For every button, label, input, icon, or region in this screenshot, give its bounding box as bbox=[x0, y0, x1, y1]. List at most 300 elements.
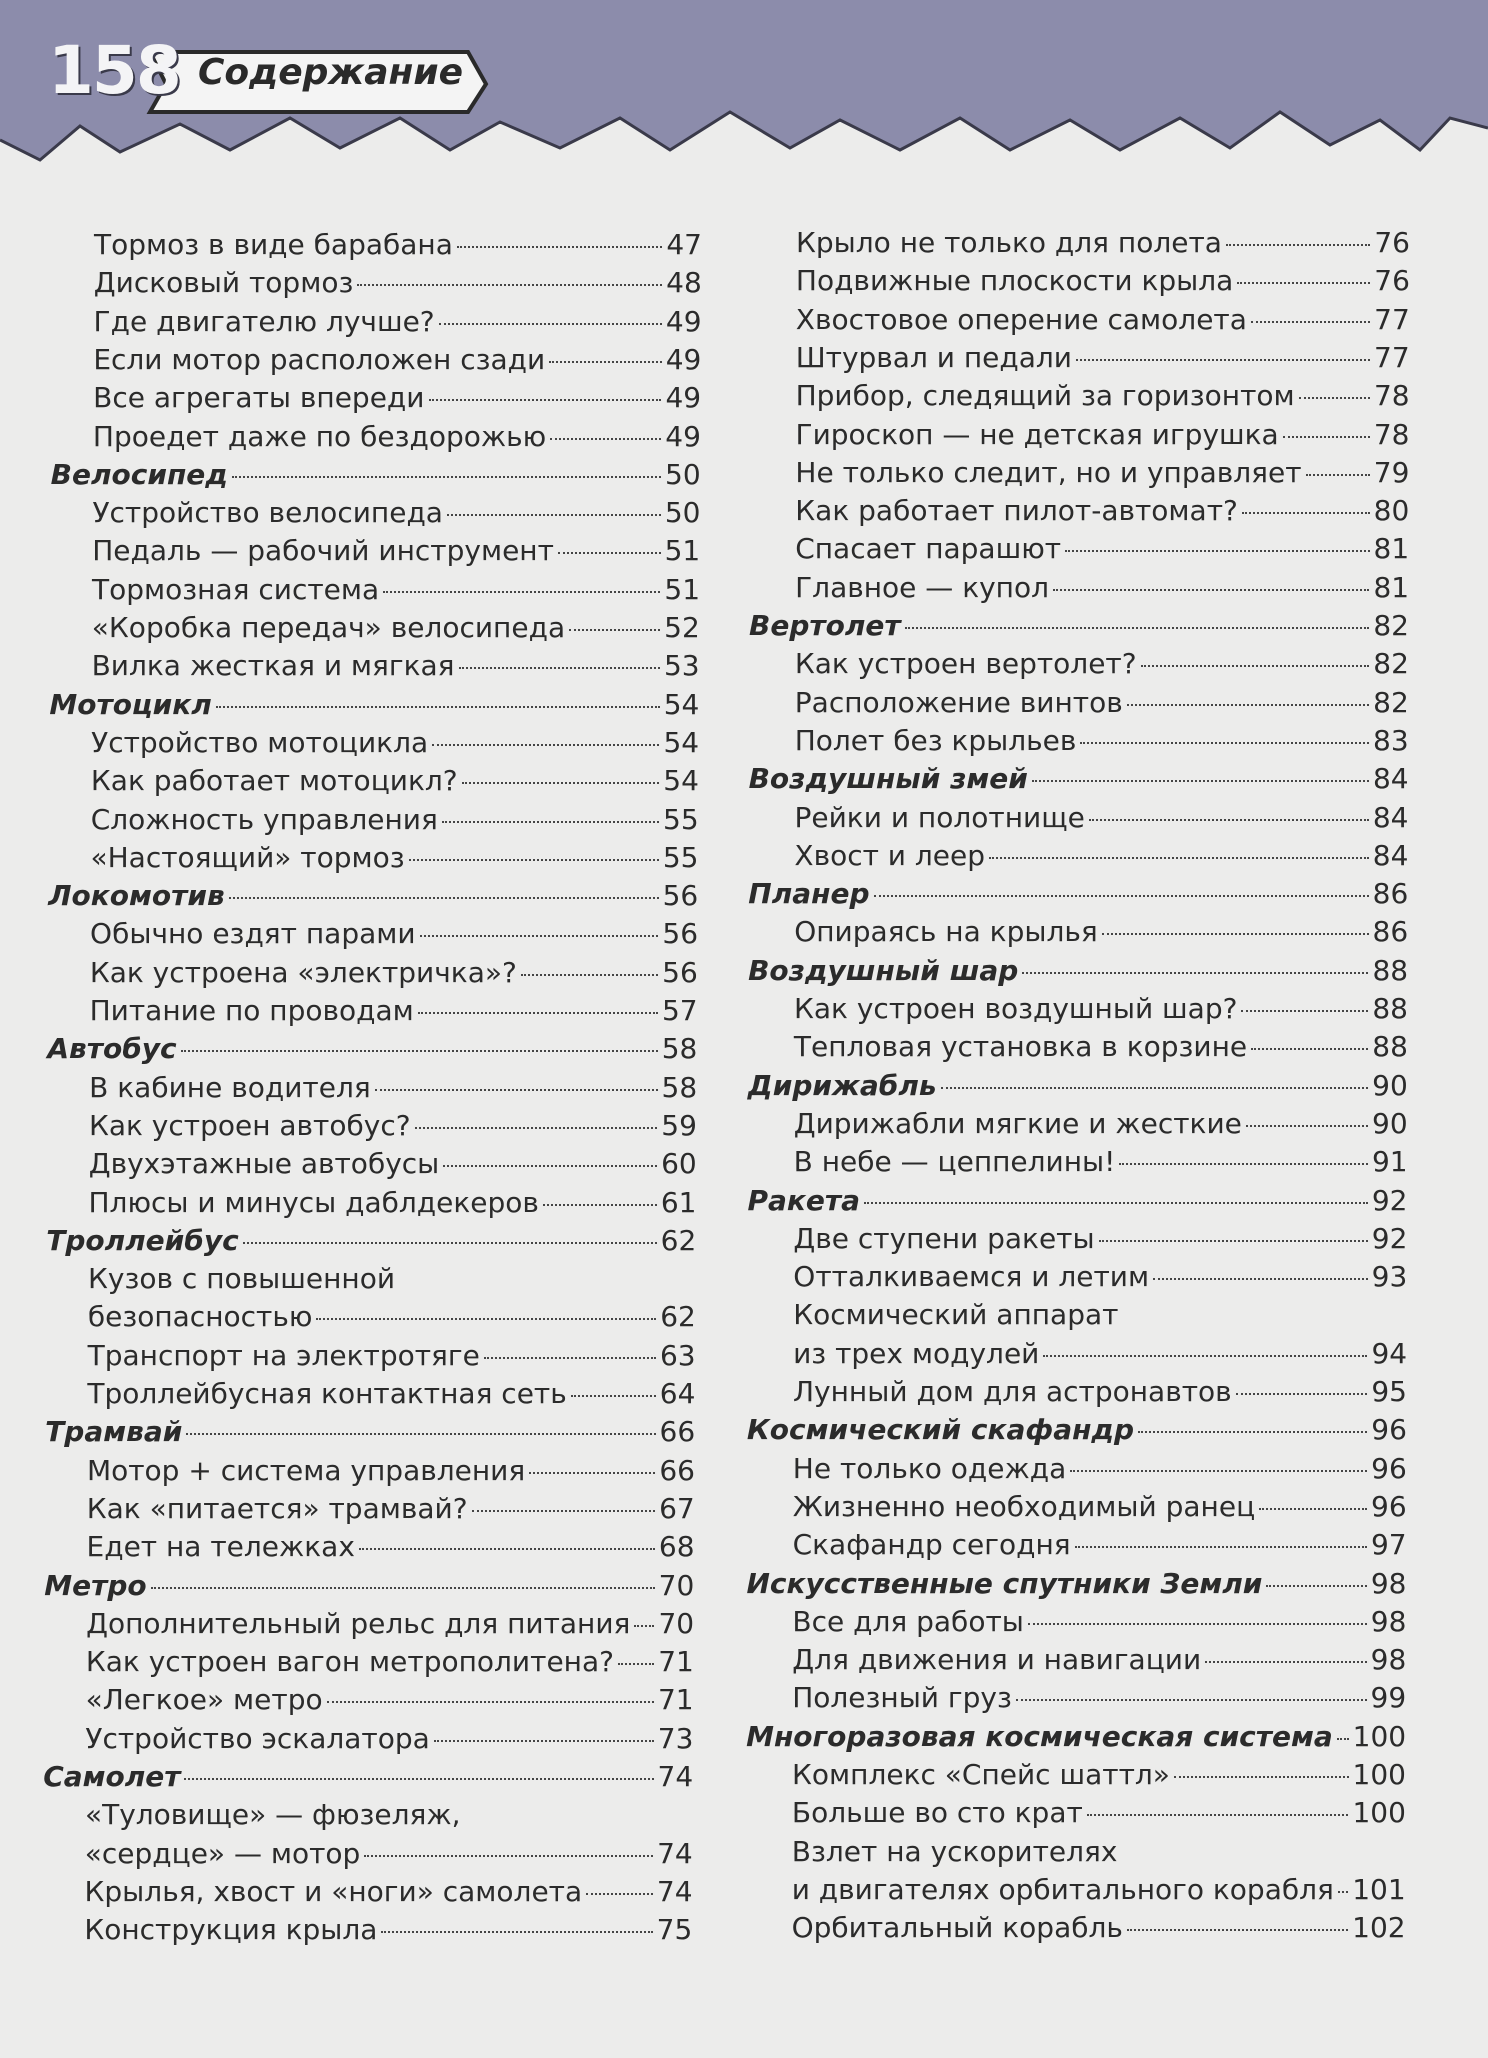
leader-dots bbox=[1070, 1470, 1367, 1472]
toc-entry[interactable] bbox=[793, 1335, 1407, 1373]
leader-dots bbox=[442, 821, 659, 823]
leader-dots bbox=[472, 1510, 656, 1512]
toc-entry[interactable] bbox=[88, 1337, 696, 1375]
toc-entry[interactable] bbox=[92, 647, 700, 685]
toc-entry-label: Устройство эскалатора bbox=[85, 1721, 430, 1755]
leader-dots bbox=[186, 1433, 655, 1435]
toc-section[interactable] bbox=[46, 1222, 696, 1260]
toc-page-number: 60 bbox=[661, 1147, 697, 1181]
toc-entry-label: Трамвай bbox=[45, 1415, 183, 1449]
leader-dots bbox=[1338, 1891, 1348, 1893]
toc-section[interactable] bbox=[44, 1567, 694, 1605]
toc-page-number: 71 bbox=[657, 1683, 694, 1717]
toc-entry[interactable] bbox=[89, 1145, 697, 1183]
toc-entry-label: Как устроен автобус? bbox=[88, 1108, 411, 1142]
toc-section[interactable] bbox=[48, 877, 698, 915]
toc-page-number: 53 bbox=[663, 649, 700, 683]
leader-dots bbox=[1075, 1546, 1367, 1548]
leader-dots bbox=[457, 246, 662, 248]
toc-entry-label: Автобус bbox=[47, 1032, 177, 1066]
toc-page-number: 51 bbox=[664, 534, 701, 568]
toc-page-number: 52 bbox=[664, 611, 700, 644]
toc-page-number: 77 bbox=[1374, 340, 1410, 374]
toc-page-number: 86 bbox=[1372, 915, 1409, 949]
toc-entry-label: Лунный дом для астронавтов bbox=[793, 1375, 1232, 1408]
leader-dots bbox=[232, 476, 661, 478]
leader-dots bbox=[364, 1855, 653, 1857]
toc-page-number: 100 bbox=[1352, 1796, 1406, 1830]
toc-section[interactable] bbox=[749, 607, 1409, 645]
toc-entry[interactable] bbox=[85, 1873, 693, 1911]
leader-dots bbox=[429, 399, 662, 401]
toc-entry[interactable] bbox=[84, 1911, 692, 1949]
toc-entry-label: Спасает парашют bbox=[795, 532, 1062, 566]
toc-page-number: 82 bbox=[1373, 647, 1409, 681]
toc-entry[interactable] bbox=[85, 1835, 693, 1873]
toc-page-number: 61 bbox=[660, 1185, 697, 1219]
leader-dots bbox=[327, 1701, 654, 1703]
toc-page-number: 91 bbox=[1371, 1145, 1408, 1179]
toc-entry-label: Едет на тележках bbox=[86, 1530, 355, 1564]
toc-page-number: 79 bbox=[1373, 455, 1410, 489]
toc-page-number: 95 bbox=[1371, 1375, 1407, 1408]
toc-entry[interactable] bbox=[94, 264, 702, 302]
leader-dots bbox=[229, 897, 659, 899]
toc-page-number: 49 bbox=[665, 381, 702, 415]
toc-entry[interactable] bbox=[793, 1488, 1407, 1526]
toc-page-number: 73 bbox=[657, 1721, 694, 1755]
toc-page-number: 82 bbox=[1373, 685, 1409, 719]
leader-dots bbox=[529, 1472, 655, 1474]
leader-dots bbox=[1089, 819, 1369, 821]
toc-entry-label: Как работает пилот-автомат? bbox=[795, 494, 1238, 528]
toc-entry[interactable] bbox=[85, 1720, 693, 1758]
toc-page-number: 49 bbox=[665, 304, 702, 338]
toc-entry[interactable] bbox=[92, 609, 700, 647]
toc-entry[interactable] bbox=[793, 1526, 1407, 1564]
toc-page-number: 90 bbox=[1372, 1106, 1408, 1140]
toc-page-number: 96 bbox=[1371, 1489, 1407, 1523]
toc-page-number: 97 bbox=[1370, 1528, 1407, 1562]
toc-page-number: 93 bbox=[1371, 1260, 1408, 1294]
leader-dots bbox=[569, 629, 660, 631]
toc-entry[interactable] bbox=[795, 492, 1409, 530]
toc-entry[interactable] bbox=[792, 1679, 1406, 1717]
toc-entry[interactable] bbox=[87, 1375, 695, 1413]
toc-page-number: 49 bbox=[665, 342, 702, 376]
toc-entry[interactable] bbox=[89, 1107, 697, 1145]
toc-entry-label: Искусственные спутники Земли bbox=[746, 1566, 1263, 1600]
toc-page-number: 96 bbox=[1371, 1413, 1407, 1447]
toc-entry[interactable] bbox=[793, 1258, 1407, 1296]
toc-entry-label: Вилка жесткая и мягкая bbox=[91, 649, 455, 683]
toc-page-number: 54 bbox=[663, 687, 700, 721]
toc-entry-label: Все для работы bbox=[792, 1604, 1024, 1638]
toc-entry-label: Рейки и полотнище bbox=[794, 800, 1085, 834]
toc-entry[interactable] bbox=[796, 301, 1410, 339]
leader-dots bbox=[618, 1663, 654, 1665]
toc-page-number: 56 bbox=[662, 955, 698, 989]
leader-dots bbox=[543, 1204, 657, 1206]
toc-page-number: 70 bbox=[658, 1606, 695, 1640]
toc-section[interactable] bbox=[746, 1718, 1406, 1756]
toc-entry-label: Комплекс «Спейс шаттл» bbox=[792, 1758, 1170, 1791]
toc-page-number: 74 bbox=[657, 1836, 693, 1870]
toc-entry[interactable] bbox=[93, 379, 701, 417]
toc-page-number: 56 bbox=[662, 879, 699, 913]
toc-entry-label: Не только следит, но и управляет bbox=[795, 455, 1302, 489]
toc-entry[interactable] bbox=[792, 1871, 1406, 1909]
leader-dots bbox=[1259, 1508, 1367, 1510]
toc-page-number: 100 bbox=[1352, 1719, 1407, 1753]
leader-dots bbox=[1237, 282, 1370, 284]
toc-entry-label: Мотоцикл bbox=[49, 687, 212, 721]
toc-entry-label: Планер bbox=[748, 877, 870, 911]
toc-entry-label: Тормозная система bbox=[92, 572, 380, 606]
toc-section[interactable] bbox=[748, 1182, 1408, 1220]
toc-entry-label: Устройство велосипеда bbox=[92, 496, 443, 530]
toc-entry[interactable] bbox=[88, 1298, 696, 1336]
toc-page-number: 66 bbox=[659, 1453, 695, 1487]
toc-entry-label: Как устроен вертолет? bbox=[794, 647, 1137, 681]
leader-dots bbox=[1337, 1738, 1349, 1740]
toc-entry[interactable] bbox=[792, 1794, 1406, 1832]
toc-page-number: 96 bbox=[1371, 1451, 1407, 1485]
toc-page-number: 98 bbox=[1370, 1643, 1407, 1677]
toc-entry-label: Все агрегаты впереди bbox=[93, 381, 425, 415]
toc-entry-label: Как устроен воздушный шар? bbox=[794, 992, 1238, 1025]
leader-dots bbox=[1065, 550, 1369, 552]
toc-entry[interactable] bbox=[793, 1220, 1407, 1258]
toc-entry[interactable] bbox=[86, 1643, 694, 1681]
leader-dots bbox=[571, 1395, 656, 1397]
toc-entry-label: и двигателях орбитального корабля bbox=[791, 1872, 1334, 1906]
toc-entry-label: Ракета bbox=[747, 1183, 861, 1217]
toc-entry-label: Крыло не только для полета bbox=[796, 226, 1222, 259]
toc-page-number: 54 bbox=[663, 764, 699, 798]
toc-entry-line1: Космический аппарат bbox=[793, 1298, 1119, 1332]
toc-page-number: 62 bbox=[660, 1223, 697, 1257]
toc-page-number: 92 bbox=[1371, 1183, 1408, 1217]
toc-page-number: 88 bbox=[1372, 992, 1408, 1025]
leader-dots bbox=[381, 1931, 652, 1933]
toc-entry[interactable] bbox=[91, 724, 699, 762]
toc-entry[interactable] bbox=[794, 913, 1408, 951]
toc-page-number: 88 bbox=[1372, 1030, 1408, 1064]
toc-entry-label: «сердце» — мотор bbox=[84, 1836, 361, 1870]
toc-section[interactable] bbox=[748, 1067, 1408, 1105]
toc-entry[interactable] bbox=[793, 1373, 1407, 1411]
toc-page-number: 84 bbox=[1372, 800, 1409, 834]
toc-page-number: 55 bbox=[663, 802, 699, 836]
toc-entry[interactable] bbox=[87, 1528, 695, 1566]
toc-page-number: 64 bbox=[659, 1377, 696, 1410]
toc-entry-label: Плюсы и минусы даблдекеров bbox=[88, 1185, 539, 1219]
leader-dots bbox=[316, 1318, 656, 1320]
toc-entry[interactable] bbox=[793, 1450, 1407, 1488]
toc-page-number: 71 bbox=[658, 1645, 694, 1679]
toc-section[interactable] bbox=[47, 1030, 697, 1068]
leader-dots bbox=[1080, 742, 1369, 744]
toc-entry-label: Дисковый тормоз bbox=[93, 266, 354, 300]
toc-entry[interactable] bbox=[792, 1909, 1406, 1947]
toc-entry-label: Устройство мотоцикла bbox=[91, 725, 429, 759]
toc-entry[interactable] bbox=[90, 915, 698, 953]
toc-entry-label: Хвостовое оперение самолета bbox=[795, 302, 1247, 336]
toc-entry-label: Тормоз в виде барабана bbox=[94, 228, 453, 261]
toc-entry[interactable] bbox=[794, 837, 1408, 875]
toc-entry[interactable] bbox=[796, 339, 1410, 377]
toc-page-number: 99 bbox=[1370, 1681, 1407, 1715]
toc-entry[interactable] bbox=[93, 341, 701, 379]
toc-page-number: 78 bbox=[1373, 379, 1410, 413]
toc-entry-label: Троллейбусная контактная сеть bbox=[87, 1377, 567, 1410]
leader-dots bbox=[420, 935, 659, 937]
toc-page-number: 98 bbox=[1370, 1604, 1407, 1638]
toc-entry-label: Велосипед bbox=[50, 457, 228, 491]
toc-entry-label: Самолет bbox=[43, 1760, 181, 1793]
leader-dots bbox=[357, 284, 662, 286]
toc-section[interactable] bbox=[45, 1413, 695, 1451]
toc-page-number: 90 bbox=[1372, 1068, 1408, 1102]
toc-entry-label: Больше во сто крат bbox=[791, 1796, 1083, 1830]
leader-dots bbox=[1099, 1240, 1368, 1242]
leader-dots bbox=[586, 1893, 653, 1895]
toc-page-number: 84 bbox=[1372, 762, 1409, 796]
leader-dots bbox=[521, 974, 658, 976]
toc-entry-label: Крылья, хвост и «ноги» самолета bbox=[84, 1874, 583, 1908]
toc-entry[interactable] bbox=[87, 1452, 695, 1490]
toc-entry[interactable] bbox=[796, 224, 1410, 262]
leader-dots bbox=[905, 627, 1370, 629]
leader-dots bbox=[864, 1202, 1368, 1204]
toc-entry-label: Если мотор расположен сзади bbox=[93, 342, 546, 376]
toc-page-number: 74 bbox=[657, 1760, 694, 1793]
toc-page-number: 86 bbox=[1372, 877, 1409, 911]
toc-entry-label: Хвост и леер bbox=[794, 838, 986, 872]
toc-entry-label: Как устроена «электричка»? bbox=[89, 955, 517, 989]
leader-dots bbox=[443, 1165, 657, 1167]
mountain-banner bbox=[0, 0, 1488, 200]
toc-entry-label: Не только одежда bbox=[792, 1451, 1067, 1485]
toc-entry-label: Конструкция крыла bbox=[84, 1913, 378, 1947]
toc-page-number: 75 bbox=[656, 1913, 693, 1947]
toc-entry-label: Обычно ездят парами bbox=[90, 917, 416, 951]
leader-dots bbox=[1306, 474, 1370, 476]
toc-entry[interactable] bbox=[91, 801, 699, 839]
toc-entry[interactable] bbox=[796, 377, 1410, 415]
leader-dots bbox=[1251, 1048, 1368, 1050]
toc-entry-label: В кабине водителя bbox=[89, 1070, 371, 1104]
toc-entry[interactable] bbox=[796, 262, 1410, 300]
leader-dots bbox=[484, 1357, 656, 1359]
toc-page-number: 66 bbox=[659, 1415, 696, 1449]
toc-entry[interactable] bbox=[90, 992, 698, 1030]
leader-dots bbox=[1102, 933, 1369, 935]
toc-page-number: 56 bbox=[662, 917, 699, 951]
toc-entry[interactable] bbox=[794, 990, 1408, 1028]
toc-entry-label: Дополнительный рельс для питания bbox=[86, 1606, 631, 1640]
toc-entry[interactable] bbox=[792, 1756, 1406, 1794]
toc-section[interactable] bbox=[748, 952, 1408, 990]
toc-page-number: 47 bbox=[666, 228, 702, 261]
toc-section[interactable] bbox=[49, 686, 699, 724]
toc-entry[interactable] bbox=[794, 1105, 1408, 1143]
toc-entry-line1: Кузов с повышенной bbox=[88, 1262, 396, 1296]
toc-entry-label: Как устроен вагон метрополитена? bbox=[85, 1645, 614, 1679]
leader-dots bbox=[1053, 589, 1369, 591]
toc-entry[interactable] bbox=[94, 226, 702, 264]
leader-dots bbox=[1076, 359, 1370, 361]
toc-page-number: 100 bbox=[1352, 1758, 1406, 1791]
toc-entry-label: «Легкое» метро bbox=[85, 1683, 323, 1717]
leader-dots bbox=[1299, 397, 1370, 399]
leader-dots bbox=[216, 706, 660, 708]
toc-entry-label: Проедет даже по бездорожью bbox=[92, 419, 547, 453]
toc-entry-label: Воздушный шар bbox=[748, 953, 1019, 987]
toc-entry-label: безопасностью bbox=[87, 1300, 313, 1334]
leader-dots bbox=[549, 361, 661, 363]
leader-dots bbox=[359, 1548, 655, 1550]
leader-dots bbox=[462, 782, 660, 784]
toc-entry[interactable] bbox=[89, 1184, 697, 1222]
toc-page-number: 50 bbox=[664, 496, 701, 530]
toc-entry-line1: «Туловище» — фюзеляж, bbox=[84, 1798, 461, 1832]
toc-entry-label: Главное — купол bbox=[795, 570, 1050, 604]
toc-page-number: 77 bbox=[1374, 302, 1410, 336]
leader-dots bbox=[184, 1778, 653, 1780]
toc-entry[interactable] bbox=[93, 418, 701, 456]
toc-entry-label: Дирижабли мягкие и жесткие bbox=[793, 1106, 1242, 1140]
toc-entry[interactable] bbox=[795, 799, 1409, 837]
toc-section[interactable] bbox=[43, 1758, 693, 1796]
toc-section[interactable] bbox=[51, 456, 701, 494]
toc-entry-line1: Взлет на ускорителях bbox=[791, 1834, 1118, 1868]
toc-page-number: 54 bbox=[663, 725, 700, 759]
leader-dots bbox=[1032, 780, 1369, 782]
toc-entry-label: Как работает мотоцикл? bbox=[90, 764, 458, 798]
toc-page-number: 49 bbox=[665, 419, 701, 453]
toc-entry[interactable] bbox=[795, 645, 1409, 683]
toc-entry[interactable] bbox=[89, 1069, 697, 1107]
toc-entry-label: Полет без крыльев bbox=[794, 723, 1077, 757]
toc-entry-label: Троллейбус bbox=[46, 1223, 239, 1257]
leader-dots bbox=[874, 895, 1369, 897]
toc-entry-label: Где двигателю лучше? bbox=[93, 304, 435, 338]
toc-entry[interactable] bbox=[796, 416, 1410, 454]
toc-entry[interactable] bbox=[86, 1681, 694, 1719]
toc-page-number: 102 bbox=[1352, 1911, 1406, 1945]
leader-dots bbox=[1127, 1929, 1348, 1931]
toc-entry-label: из трех модулей bbox=[793, 1336, 1040, 1370]
toc-page-number: 74 bbox=[656, 1874, 693, 1908]
leader-dots bbox=[415, 1127, 658, 1129]
toc-entry[interactable] bbox=[92, 532, 700, 570]
toc-entry-label: Педаль — рабочий инструмент bbox=[92, 534, 554, 568]
leader-dots bbox=[941, 1087, 1369, 1089]
toc-entry-label: В небе — цеппелины! bbox=[793, 1145, 1116, 1179]
toc-entry-label: Для движения и навигации bbox=[792, 1643, 1202, 1677]
leader-dots bbox=[1043, 1355, 1367, 1357]
toc-entry-label: Штурвал и педали bbox=[795, 340, 1072, 374]
toc-entry-label: Жизненно необходимый ранец bbox=[792, 1489, 1256, 1523]
toc-entry[interactable] bbox=[90, 954, 698, 992]
toc-entry-label: Мотор + система управления bbox=[86, 1453, 526, 1487]
toc-section[interactable] bbox=[748, 875, 1408, 913]
toc-entry[interactable] bbox=[795, 722, 1409, 760]
leader-dots bbox=[989, 857, 1369, 859]
toc-entry[interactable] bbox=[87, 1490, 695, 1528]
leader-dots bbox=[1087, 1814, 1349, 1816]
toc-entry[interactable] bbox=[794, 1143, 1408, 1181]
toc-page-number: 48 bbox=[666, 266, 702, 300]
toc-entry-label: Многоразовая космическая система bbox=[746, 1719, 1333, 1753]
toc-entry[interactable] bbox=[94, 303, 702, 341]
toc-entry-label: Транспорт на электротяге bbox=[87, 1338, 480, 1372]
leader-dots bbox=[1016, 1699, 1367, 1701]
toc-entry-label: Отталкиваемся и летим bbox=[793, 1260, 1150, 1294]
toc-section[interactable] bbox=[747, 1411, 1407, 1449]
toc-entry[interactable] bbox=[91, 762, 699, 800]
toc-page-number: 94 bbox=[1371, 1336, 1408, 1370]
toc-entry[interactable] bbox=[794, 1028, 1408, 1066]
toc-page-number: 51 bbox=[664, 572, 701, 606]
leader-dots bbox=[383, 591, 660, 593]
leader-dots bbox=[1205, 1661, 1367, 1663]
toc-entry-label: Полезный груз bbox=[792, 1681, 1012, 1715]
toc-entry[interactable] bbox=[795, 454, 1409, 492]
toc-entry[interactable] bbox=[792, 1603, 1406, 1641]
toc-entry[interactable] bbox=[92, 494, 700, 532]
leader-dots bbox=[1251, 321, 1370, 323]
toc-page-number: 50 bbox=[665, 457, 701, 491]
toc-entry-label: Опираясь на крылья bbox=[794, 915, 1098, 949]
toc-entry[interactable] bbox=[795, 530, 1409, 568]
toc-section[interactable] bbox=[747, 1565, 1407, 1603]
toc-entry-label: Сложность управления bbox=[90, 802, 438, 836]
leader-dots bbox=[1028, 1623, 1367, 1625]
toc-page-number: 78 bbox=[1373, 417, 1410, 451]
toc-entry[interactable] bbox=[795, 684, 1409, 722]
toc-entry[interactable] bbox=[792, 1641, 1406, 1679]
leader-dots bbox=[459, 667, 660, 669]
toc-entry-label: Скафандр сегодня bbox=[792, 1528, 1071, 1562]
leader-dots bbox=[1153, 1278, 1368, 1280]
toc-page-number: 70 bbox=[658, 1568, 695, 1602]
toc-entry-label: Вертолет bbox=[749, 609, 901, 642]
leader-dots bbox=[1141, 665, 1370, 667]
leader-dots bbox=[409, 859, 659, 861]
leader-dots bbox=[1226, 244, 1370, 246]
leader-dots bbox=[447, 514, 661, 516]
leader-dots bbox=[1241, 1010, 1368, 1012]
toc-entry[interactable] bbox=[90, 839, 698, 877]
toc-entry[interactable] bbox=[795, 569, 1409, 607]
leader-dots bbox=[558, 552, 661, 554]
toc-page-number: 57 bbox=[661, 994, 698, 1027]
toc-entry[interactable] bbox=[92, 571, 700, 609]
toc-page-number: 68 bbox=[658, 1530, 695, 1564]
toc-page-number: 81 bbox=[1373, 570, 1410, 604]
leader-dots bbox=[439, 323, 662, 325]
leader-dots bbox=[1022, 972, 1368, 974]
toc-entry[interactable] bbox=[86, 1605, 694, 1643]
toc-entry-label: Метро bbox=[44, 1568, 147, 1602]
toc-page-number: 58 bbox=[661, 1070, 698, 1104]
toc-section[interactable] bbox=[749, 760, 1409, 798]
toc-entry-label: Двухэтажные автобусы bbox=[88, 1147, 440, 1181]
leader-dots bbox=[418, 1012, 658, 1014]
